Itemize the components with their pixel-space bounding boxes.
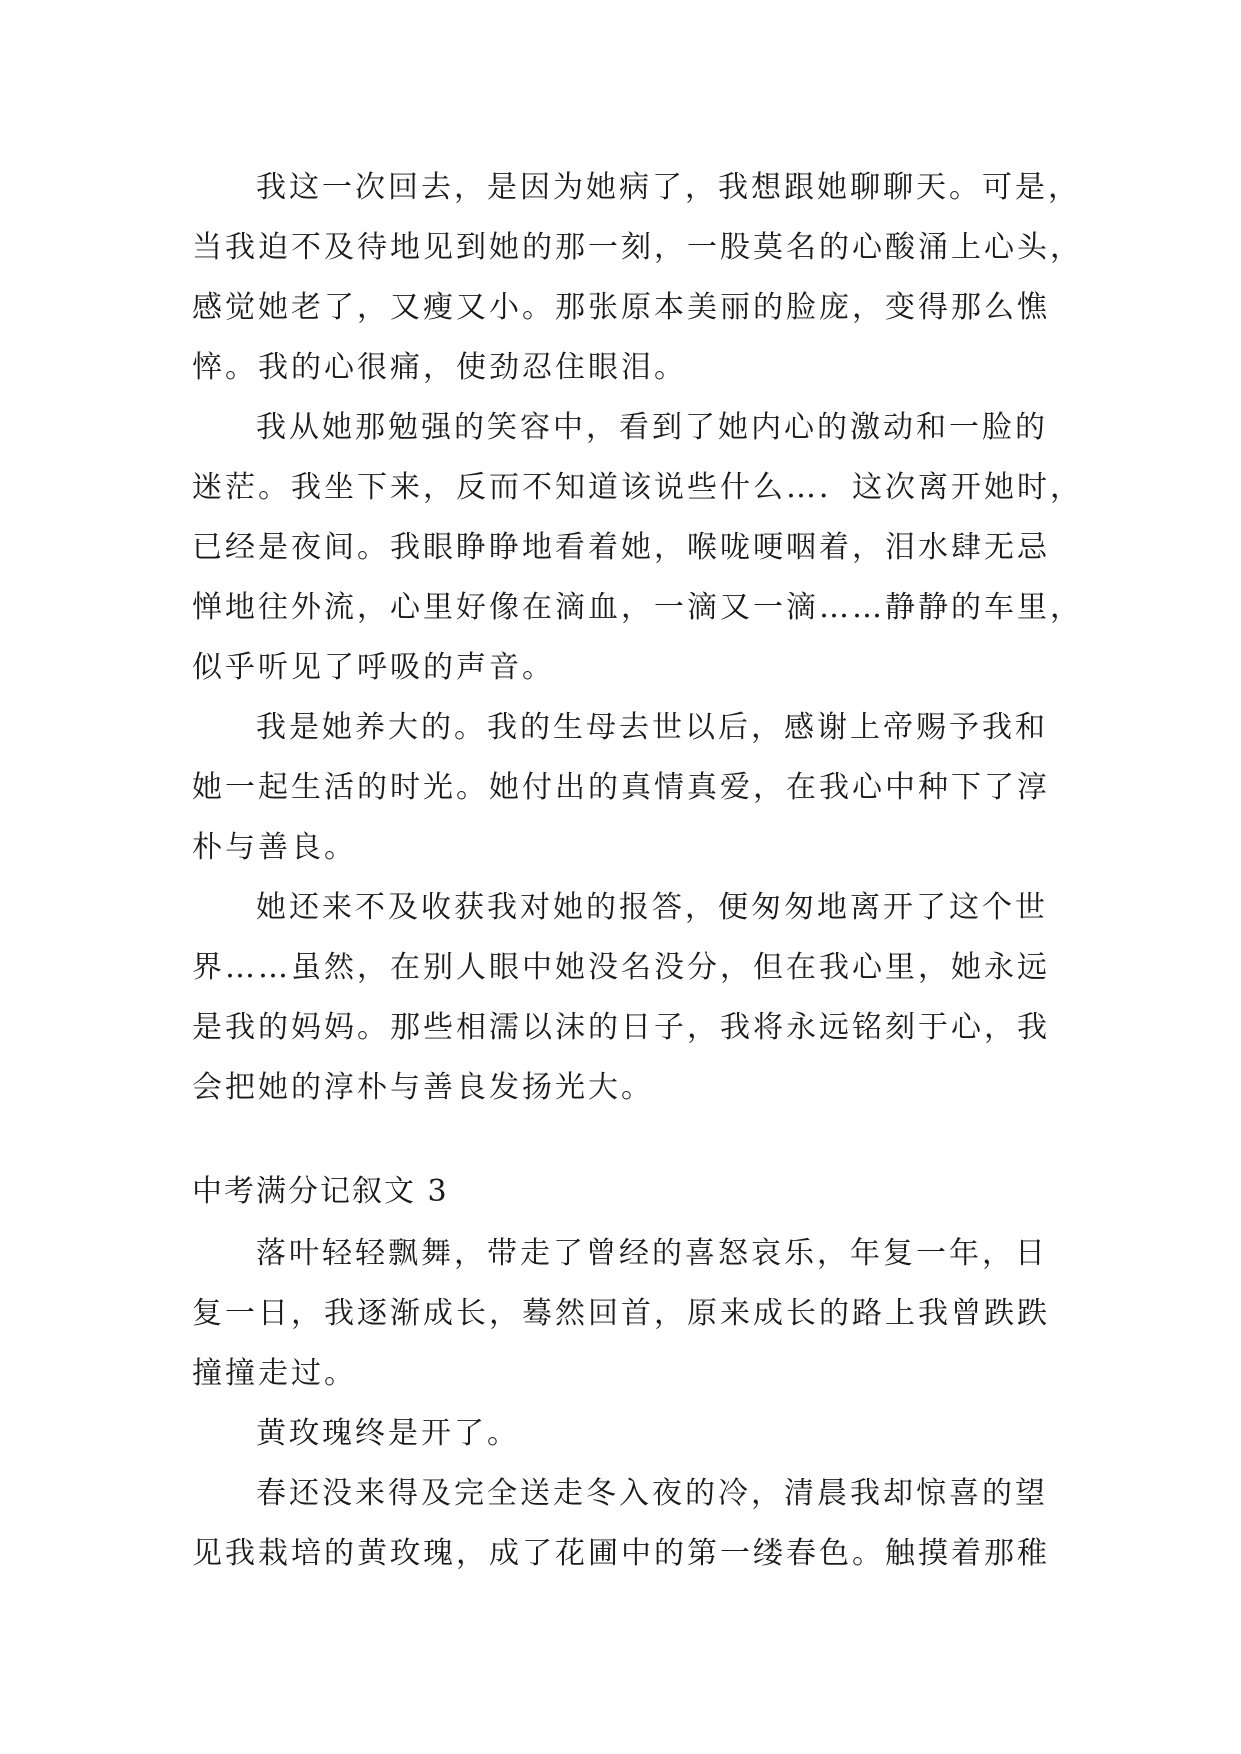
paragraph-line: 黄玫瑰终是开了。 <box>256 1416 520 1451</box>
paragraph-line: 朴与善良。 <box>192 830 357 865</box>
paragraph-line: 复一日，我逐渐成长，蓦然回首，原来成长的路上我曾跌跌 <box>192 1296 1050 1331</box>
paragraph-line: 她还来不及收获我对她的报答，便匆匆地离开了这个世 <box>256 890 1048 925</box>
paragraph-line: 我从她那勉强的笑容中，看到了她内心的激动和一脸的 <box>256 410 1048 445</box>
paragraph-line: 惮地往外流，心里好像在滴血，一滴又一滴……静静的车里， <box>192 590 1083 625</box>
paragraph-line: 我这一次回去，是因为她病了，我想跟她聊聊天。可是， <box>256 170 1081 205</box>
paragraph-line: 是我的妈妈。那些相濡以沫的日子，我将永远铭刻于心，我 <box>192 1010 1050 1045</box>
paragraph-line: 迷茫。我坐下来，反而不知道该说些什么…．这次离开她时， <box>192 470 1083 505</box>
paragraph-line: 已经是夜间。我眼睁睁地看着她，喉咙哽咽着，泪水肆无忌 <box>192 530 1050 565</box>
paragraph-line: 似乎听见了呼吸的声音。 <box>192 650 555 685</box>
paragraph-line: 会把她的淳朴与善良发扬光大。 <box>192 1070 654 1105</box>
paragraph-line: 我是她养大的。我的生母去世以后，感谢上帝赐予我和 <box>256 710 1048 745</box>
section-heading: 中考满分记叙文 3 <box>192 1174 449 1209</box>
paragraph-line: 感觉她老了，又瘦又小。那张原本美丽的脸庞，变得那么憔 <box>192 290 1050 325</box>
paragraph-line: 见我栽培的黄玫瑰，成了花圃中的第一缕春色。触摸着那稚 <box>192 1536 1050 1571</box>
paragraph-line: 她一起生活的时光。她付出的真情真爱，在我心中种下了淳 <box>192 770 1050 805</box>
paragraph-line: 悴。我的心很痛，使劲忍住眼泪。 <box>192 350 687 385</box>
paragraph-line: 界……虽然，在别人眼中她没名没分，但在我心里，她永远 <box>192 950 1050 985</box>
paragraph-line: 春还没来得及完全送走冬入夜的冷，清晨我却惊喜的望 <box>256 1476 1048 1511</box>
paragraph-line: 撞撞走过。 <box>192 1356 357 1391</box>
paragraph-line: 落叶轻轻飘舞，带走了曾经的喜怒哀乐，年复一年，日 <box>256 1236 1048 1271</box>
paragraph-line: 当我迫不及待地见到她的那一刻，一股莫名的心酸涌上心头， <box>192 230 1083 265</box>
